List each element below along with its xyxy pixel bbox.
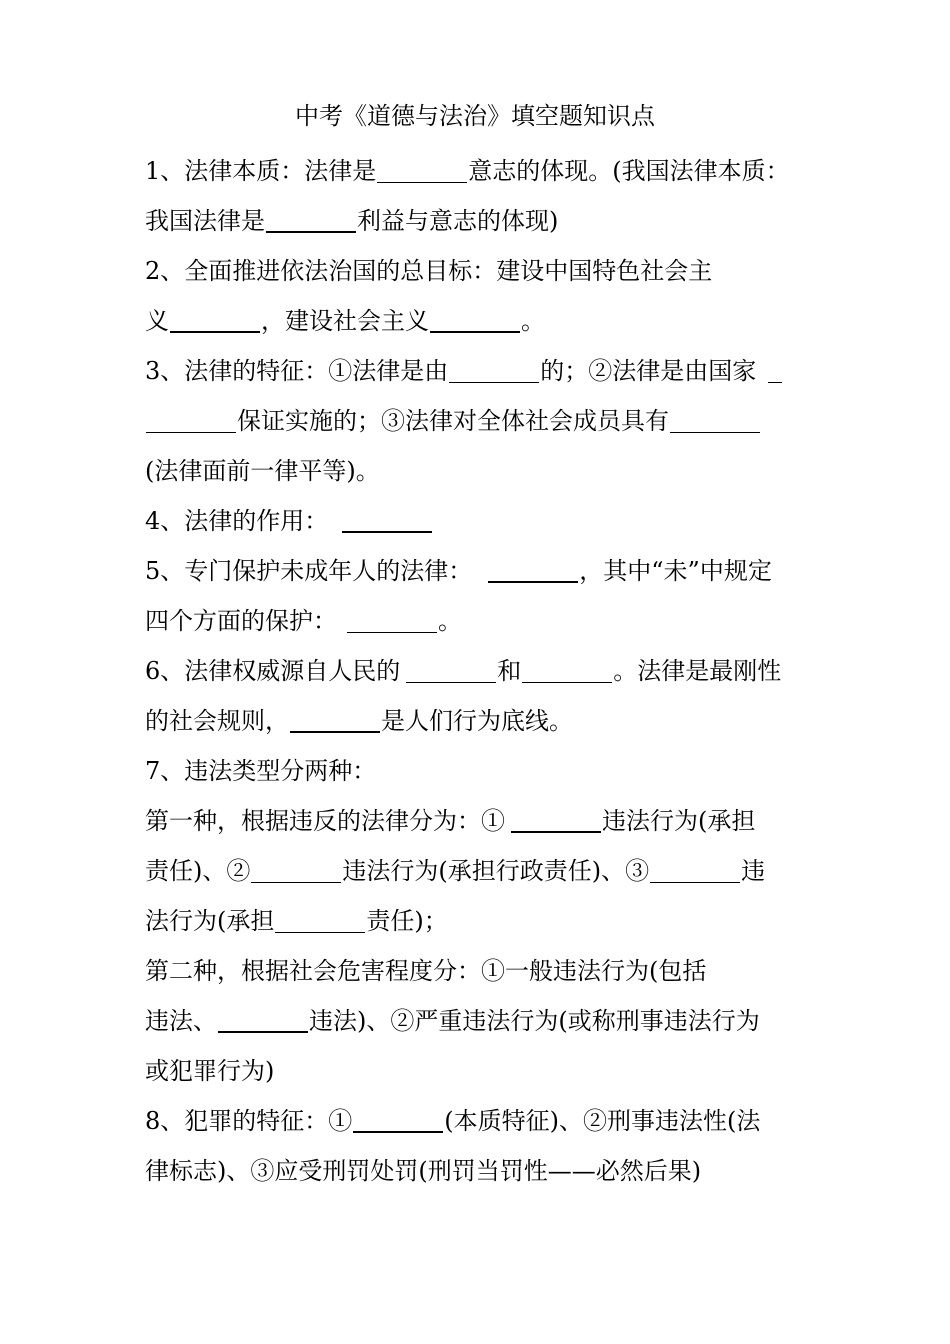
q7-text-c: 违法行为(承担 — [602, 807, 756, 835]
q7-text-a: 7、违法类型分两种： — [145, 757, 377, 785]
q3-text-d: (法律面前一律平等)。 — [145, 457, 380, 485]
q4-blank-1[interactable] — [342, 503, 432, 533]
q5-text-d: 。 — [438, 607, 462, 635]
q7-line-1 — [145, 746, 810, 796]
q7-text-f: 违 — [741, 857, 766, 885]
q7-text-k: 违法)、②严重违法行为(或称刑事违法行为 — [309, 1007, 760, 1035]
q2-text-c: ，建设社会主义 — [261, 307, 429, 335]
q7-text-h: 责任)； — [366, 907, 448, 935]
q7-line-7 — [145, 1046, 810, 1096]
q5-blank-1[interactable] — [488, 553, 578, 583]
q7-text-b: 第一种，根据违反的法律分为：① — [145, 807, 505, 835]
q5-blank-2[interactable] — [347, 604, 437, 633]
q7-blank-3[interactable] — [650, 854, 740, 883]
document-body — [145, 146, 810, 1196]
q3-blank-1[interactable] — [449, 354, 539, 383]
q1-text-a: 1、法律本质：法律是 — [145, 157, 377, 185]
q2-line-2 — [145, 296, 810, 346]
q7-blank-5[interactable] — [218, 1003, 308, 1033]
q2-line-1 — [145, 246, 810, 296]
q5-text-b: ，其中“未”中规定 — [579, 557, 772, 585]
q3-blank-2[interactable] — [146, 404, 236, 433]
q5-line-1 — [145, 546, 810, 596]
q6-line-1 — [145, 646, 810, 696]
q8-text-b: (本质特征)、②刑事违法性(法 — [444, 1107, 761, 1135]
q3-line-2 — [145, 396, 810, 446]
q8-text-c: 律标志)、③应受刑罚处罚(刑罚当罚性——必然后果) — [145, 1157, 702, 1185]
q7-line-6 — [145, 996, 810, 1046]
q3-line-1 — [145, 346, 810, 396]
q4-line-1 — [145, 496, 810, 546]
q1-text-c: 我国法律是 — [145, 207, 265, 235]
q1-line-1 — [145, 146, 810, 196]
q3-text-b: 的；②法律是由国家 — [540, 357, 757, 385]
q7-blank-2[interactable] — [251, 854, 341, 883]
q3-line-3 — [145, 446, 810, 496]
q8-line-2 — [145, 1146, 810, 1196]
q7-text-d: 责任)、② — [145, 857, 251, 885]
q5-text-a: 5、专门保护未成年人的法律： — [145, 557, 473, 585]
q2-blank-1[interactable] — [170, 303, 260, 333]
page-title: 中考《道德与法治》填空题知识点 — [295, 102, 655, 130]
q1-line-2 — [145, 196, 810, 246]
q6-text-c: 。法律是最刚性 — [613, 657, 782, 685]
q2-text-a: 2、全面推进依法治国的总目标：建设中国特色社会主 — [145, 257, 713, 285]
q7-blank-4[interactable] — [275, 904, 365, 933]
q6-blank-2[interactable] — [522, 654, 612, 683]
q7-text-j: 违法、 — [145, 1007, 217, 1035]
q8-blank-1[interactable] — [353, 1103, 443, 1133]
q7-line-4 — [145, 896, 810, 946]
q3-blank-2-start[interactable] — [768, 354, 782, 383]
q5-line-2 — [145, 596, 810, 646]
q1-blank-1[interactable] — [377, 154, 467, 183]
q6-blank-3[interactable] — [290, 703, 380, 733]
q2-blank-2[interactable] — [430, 303, 520, 333]
q7-line-3 — [145, 846, 810, 896]
q6-text-d: 的社会规则， — [145, 707, 289, 735]
q7-line-2 — [145, 796, 810, 846]
q7-text-e: 违法行为(承担行政责任)、③ — [342, 857, 650, 885]
q1-blank-2[interactable] — [266, 203, 356, 233]
q7-blank-1[interactable] — [511, 803, 601, 833]
q7-line-5 — [145, 946, 810, 996]
q7-text-i: 第二种，根据社会危害程度分：①一般违法行为(包括 — [145, 957, 707, 985]
q6-blank-1[interactable] — [406, 654, 496, 683]
q6-text-a: 6、法律权威源自人民的 — [145, 657, 401, 685]
q2-text-d: 。 — [521, 307, 545, 335]
q1-text-b: 意志的体现。(我国法律本质： — [468, 157, 790, 185]
q7-text-g: 法行为(承担 — [145, 907, 275, 935]
q4-text-a: 4、法律的作用： — [145, 507, 329, 535]
q6-text-e: 是人们行为底线。 — [381, 707, 573, 735]
q3-blank-3[interactable] — [670, 404, 760, 433]
q3-text-c: 保证实施的；③法律对全体社会成员具有 — [237, 407, 669, 435]
q1-text-d: 利益与意志的体现) — [357, 207, 559, 235]
q3-text-a: 3、法律的特征：①法律是由 — [145, 357, 449, 385]
q8-line-1 — [145, 1096, 810, 1146]
q2-text-b: 义 — [145, 307, 169, 335]
q8-text-a: 8、犯罪的特征：① — [145, 1107, 353, 1135]
q7-text-l: 或犯罪行为) — [145, 1057, 275, 1085]
q5-text-c: 四个方面的保护： — [145, 607, 337, 635]
q6-line-2 — [145, 696, 810, 746]
q6-text-b: 和 — [497, 657, 522, 685]
